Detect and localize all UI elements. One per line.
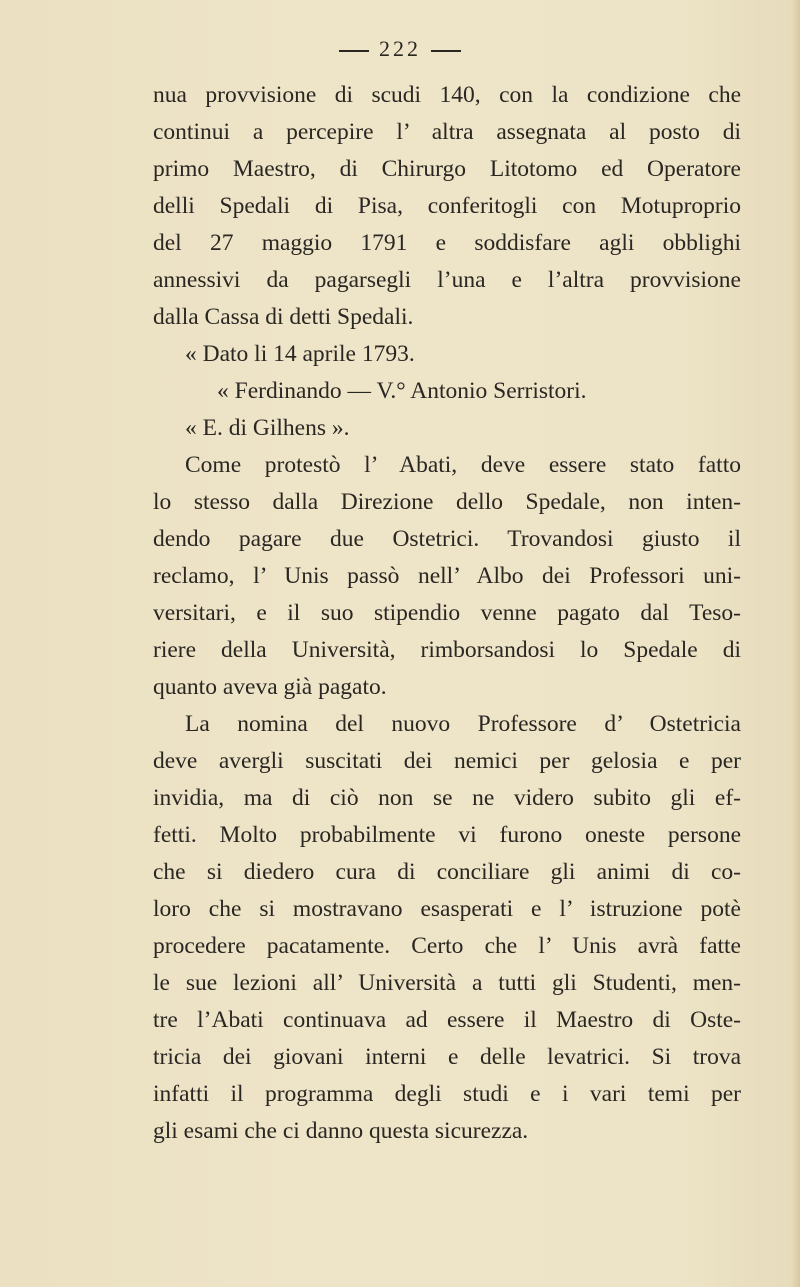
- text-line: « E. di Gilhens ».: [185, 415, 350, 441]
- text-line: versitari, e il suo stipendio venne pagato dal Teso-: [153, 600, 741, 626]
- text-line: riere della Università, rimborsandosi lo Spedale di: [153, 637, 741, 663]
- text-line: invidia, ma di ciò non se ne videro subito gli ef-: [153, 785, 741, 811]
- text-line: Come protestò l’ Abati, deve essere stato fatto: [185, 452, 741, 478]
- text-line: delli Spedali di Pisa, conferitogli con Motuproprio: [153, 193, 741, 219]
- text-line: lo stesso dalla Direzione dello Spedale, non inten-: [153, 489, 741, 515]
- text-line: le sue lezioni all’ Università a tutti gli Studenti, men-: [153, 970, 741, 996]
- text-line: dalla Cassa di detti Spedali.: [153, 304, 414, 330]
- left-dash: [339, 50, 369, 52]
- text-line: reclamo, l’ Unis passò nell’ Albo dei Professori uni-: [153, 563, 741, 589]
- text-line: tricia dei giovani interni e delle levatrici. Si trova: [153, 1044, 741, 1070]
- page-edge-shadow: [791, 0, 800, 1287]
- text-line: infatti il programma degli studi e i vari temi per: [153, 1081, 741, 1107]
- right-dash: [431, 50, 461, 52]
- text-line: nua provvisione di scudi 140, con la condizione che: [153, 82, 741, 108]
- text-line: dendo pagare due Ostetrici. Trovandosi giusto il: [153, 526, 741, 552]
- text-line: annessivi da pagarsegli l’una e l’altra provvisione: [153, 267, 741, 293]
- text-line: continui a percepire l’ altra assegnata al posto di: [153, 119, 741, 145]
- text-line: che si diedero cura di conciliare gli animi di co-: [153, 859, 741, 885]
- page-number: 222: [379, 36, 421, 61]
- body-text: [153, 77, 741, 1150]
- text-line: deve avergli suscitati dei nemici per gelosia e per: [153, 748, 741, 774]
- text-line: primo Maestro, di Chirurgo Litotomo ed Operatore: [153, 156, 741, 182]
- page-header: [0, 36, 800, 62]
- text-line: procedere pacatamente. Certo che l’ Unis avrà fatte: [153, 933, 741, 959]
- text-line: « Dato li 14 aprile 1793.: [185, 341, 415, 367]
- text-line: La nomina del nuovo Professore d’ Ostetricia: [185, 711, 741, 737]
- text-line: quanto aveva già pagato.: [153, 674, 387, 700]
- text-line: del 27 maggio 1791 e soddisfare agli obblighi: [153, 230, 741, 256]
- text-line: loro che si mostravano esasperati e l’ istruzione potè: [153, 896, 741, 922]
- text-line: tre l’Abati continuava ad essere il Maestro di Oste-: [153, 1007, 741, 1033]
- text-line: « Ferdinando — V.° Antonio Serristori.: [217, 378, 587, 404]
- text-line: gli esami che ci danno questa sicurezza.: [153, 1118, 529, 1144]
- text-line: fetti. Molto probabilmente vi furono oneste persone: [153, 822, 741, 848]
